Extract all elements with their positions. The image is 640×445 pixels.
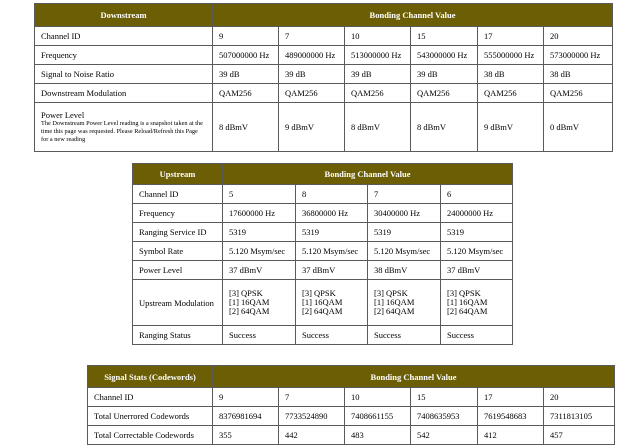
row-label: Power Level — [41, 110, 85, 120]
cell: 9 — [213, 388, 279, 407]
row-label: Symbol Rate — [133, 242, 223, 261]
cell: 37 dBmV — [441, 261, 513, 280]
modulation-line: [2] 64QAM — [374, 306, 415, 316]
cell: 24000000 Hz — [441, 204, 513, 223]
downstream-header-label: Downstream — [35, 4, 213, 27]
power-level-label-cell — [35, 103, 213, 152]
cell: 38 dB — [544, 65, 613, 84]
cell: 39 dB — [213, 65, 279, 84]
cell: 483 — [345, 426, 411, 445]
cell: 37 dBmV — [223, 261, 296, 280]
cell: QAM256 — [411, 84, 478, 103]
modulation-line: [3] QPSK — [447, 288, 481, 298]
cell: 7 — [279, 27, 345, 46]
cell: 9 dBmV — [478, 103, 544, 152]
modulation-line: [2] 64QAM — [302, 306, 343, 316]
row-label: Ranging Service ID — [133, 223, 223, 242]
cell: 457 — [544, 426, 615, 445]
cell: 10 — [345, 27, 411, 46]
table-row — [133, 280, 513, 326]
cell: 555000000 Hz — [478, 46, 544, 65]
cell: 7408661155 — [345, 407, 411, 426]
cell: 17 — [478, 27, 544, 46]
table-row — [35, 103, 613, 152]
modulation-line: [2] 64QAM — [447, 306, 488, 316]
row-label: Ranging Status — [133, 326, 223, 345]
modulation-line: [3] QPSK — [229, 288, 263, 298]
cell: 38 dBmV — [368, 261, 441, 280]
cell: 8 dBmV — [213, 103, 279, 152]
cell: 7311813105 — [544, 407, 615, 426]
table-row — [35, 65, 613, 84]
cell: 10 — [345, 388, 411, 407]
table-row — [133, 261, 513, 280]
cell: Success — [368, 326, 441, 345]
cell: 38 dB — [478, 65, 544, 84]
cell: 7408635953 — [411, 407, 478, 426]
cell: 39 dB — [345, 65, 411, 84]
cell: 7 — [368, 185, 441, 204]
table-row — [133, 223, 513, 242]
cell: 507000000 Hz — [213, 46, 279, 65]
cell: 5319 — [223, 223, 296, 242]
modulation-line: [2] 64QAM — [229, 306, 270, 316]
modulation-line: [1] 16QAM — [229, 297, 270, 307]
cell: 7 — [279, 388, 345, 407]
table-row — [88, 407, 615, 426]
cell: 573000000 Hz — [544, 46, 613, 65]
modulation-line: [1] 16QAM — [302, 297, 343, 307]
downstream-table — [34, 3, 613, 152]
cell: Success — [223, 326, 296, 345]
cell: 15 — [411, 388, 478, 407]
cell: 5319 — [441, 223, 513, 242]
cell: Success — [441, 326, 513, 345]
cell: 30400000 Hz — [368, 204, 441, 223]
cell: 20 — [544, 388, 615, 407]
cell: 442 — [279, 426, 345, 445]
row-label: Channel ID — [133, 185, 223, 204]
cell: 7733524890 — [279, 407, 345, 426]
row-label: Total Unerrored Codewords — [88, 407, 213, 426]
modulation-cell — [441, 280, 513, 326]
cell: 8 — [296, 185, 368, 204]
cell: 20 — [544, 27, 613, 46]
modulation-line: [3] QPSK — [302, 288, 336, 298]
cell: 5.120 Msym/sec — [223, 242, 296, 261]
row-label: Channel ID — [35, 27, 213, 46]
cell: 5319 — [368, 223, 441, 242]
signal-stats-table — [87, 365, 615, 445]
cell: QAM256 — [478, 84, 544, 103]
cell: 412 — [478, 426, 544, 445]
cell: QAM256 — [544, 84, 613, 103]
row-label: Frequency — [35, 46, 213, 65]
modulation-cell — [296, 280, 368, 326]
table-row — [133, 185, 513, 204]
row-label: Power Level — [133, 261, 223, 280]
row-label: Total Correctable Codewords — [88, 426, 213, 445]
row-label: Downstream Modulation — [35, 84, 213, 103]
row-label: Frequency — [133, 204, 223, 223]
cell: 542 — [411, 426, 478, 445]
modulation-line: [3] QPSK — [374, 288, 408, 298]
row-label: Upstream Modulation — [133, 280, 223, 326]
cell: 0 dBmV — [544, 103, 613, 152]
power-level-note: The Downstream Power Level reading is a snapshot taken at the time this page was requested. Please Reload/Refresh this Page for a new reading — [41, 120, 203, 143]
upstream-header-label: Upstream — [133, 164, 223, 185]
table-row — [35, 46, 613, 65]
cell: 5 — [223, 185, 296, 204]
table-row — [35, 27, 613, 46]
downstream-header-value: Bonding Channel Value — [213, 4, 613, 27]
cell: 489000000 Hz — [279, 46, 345, 65]
cell: 17 — [478, 388, 544, 407]
cell: 8376981694 — [213, 407, 279, 426]
upstream-header-value: Bonding Channel Value — [223, 164, 513, 185]
row-label: Channel ID — [88, 388, 213, 407]
cell: 36800000 Hz — [296, 204, 368, 223]
cell: 6 — [441, 185, 513, 204]
cell: 5.120 Msym/sec — [296, 242, 368, 261]
table-row — [35, 84, 613, 103]
cell: 8 dBmV — [345, 103, 411, 152]
cell: 5319 — [296, 223, 368, 242]
cell: 5.120 Msym/sec — [441, 242, 513, 261]
modulation-cell — [223, 280, 296, 326]
cell: 355 — [213, 426, 279, 445]
cell: 7619548683 — [478, 407, 544, 426]
cell: 17600000 Hz — [223, 204, 296, 223]
signal-stats-header-value: Bonding Channel Value — [213, 366, 615, 388]
cell: 39 dB — [411, 65, 478, 84]
table-row — [88, 388, 615, 407]
cell: QAM256 — [279, 84, 345, 103]
modulation-line: [1] 16QAM — [374, 297, 415, 307]
cell: 9 — [213, 27, 279, 46]
cell: QAM256 — [213, 84, 279, 103]
modulation-line: [1] 16QAM — [447, 297, 488, 307]
cell: 5.120 Msym/sec — [368, 242, 441, 261]
cell: QAM256 — [345, 84, 411, 103]
cell: 37 dBmV — [296, 261, 368, 280]
cell: 513000000 Hz — [345, 46, 411, 65]
cell: 39 dB — [279, 65, 345, 84]
modulation-cell — [368, 280, 441, 326]
cell: 15 — [411, 27, 478, 46]
upstream-table — [132, 163, 513, 345]
table-row — [133, 242, 513, 261]
table-row — [133, 204, 513, 223]
cell: 9 dBmV — [279, 103, 345, 152]
row-label: Signal to Noise Ratio — [35, 65, 213, 84]
cell: Success — [296, 326, 368, 345]
signal-stats-header-label: Signal Stats (Codewords) — [88, 366, 213, 388]
table-row — [133, 326, 513, 345]
cell: 8 dBmV — [411, 103, 478, 152]
cell: 543000000 Hz — [411, 46, 478, 65]
